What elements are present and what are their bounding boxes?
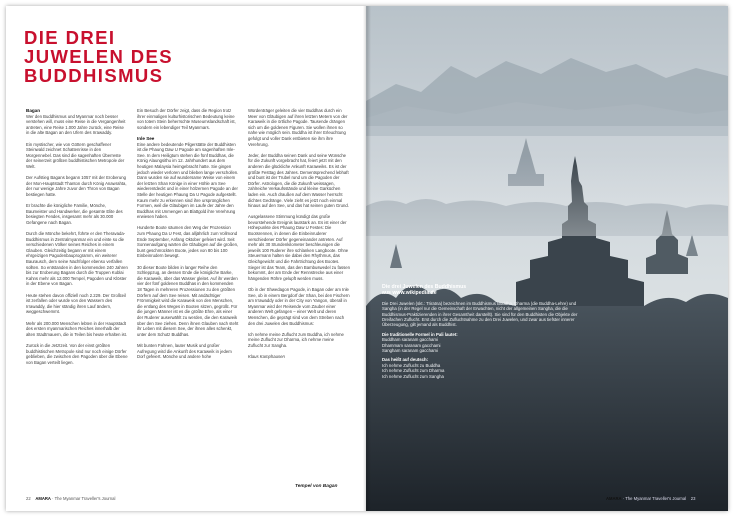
article-title [24, 28, 173, 85]
paragraph: Zurück in die Jetztzeit. Von der einst größten buddhistischen Metropole sind nur noch einige Dörfer geblieben, die zwischen den Pagoden über die Ebene von Bagan verteilt liegen. [26, 342, 128, 365]
pali-heading: Die traditionelle Formel in Pali lautet: [382, 331, 458, 337]
paragraph: Ich nehme meine Zuflucht zum Buddha, ich nehme meine Zuflucht zur Dharma, ich nehme meine Zuflucht zur Sangha. [248, 331, 344, 348]
german-heading: Das heißt auf deutsch: [382, 357, 429, 363]
paragraph: Ein Besuch der Dörfer zeigt, dass die Region trotz ihrer einmaligen kulturhistorischen Bedeutung keine von totem Stein beherrschte Museumslandschaft ist, sondern ein lebendiger Teil Myanmars. [137, 108, 236, 130]
page-number: 22 [26, 496, 31, 501]
page-number: 23 [690, 496, 696, 501]
magazine-spread [6, 6, 728, 511]
pali-line: Sangham saranam gacchami [382, 348, 438, 354]
paragraph: Mehr als 200.000 Menschen lebten in der Hauptstadt des ersten myanmarischen Reiches innerhalb der alten Stadtmauern, die in Teilen bis heute erhalten ist. [26, 320, 128, 337]
paragraph: Heute stehen davon offiziell noch 2.229. Der Großteil ist zerfallen oder wurde von den Wassern des Irrawaddy, die hier ständig ihren Lauf ändern, weggeschwemmt. [26, 292, 126, 315]
photo-caption: Tempel von Bagan [295, 484, 338, 489]
section-heading: Inle See [137, 135, 155, 141]
small-stupa [686, 234, 698, 256]
text-column-2 [137, 108, 239, 365]
paragraph: Wer den Buddhismus und Myanmar noch besser verstehen will, muss eine Reise in die Vergangenheit antreten, eine Reise 1.000 Jahre zurück, eine Reise in die alte Bagan an den Ufern des Irrawaddy. [26, 113, 126, 136]
paragraph: Ein mystischer, wie von Göttern geschaffener Steinwald zeichnet Schattenrisse in den Morgennebel. Das sind die sagenhaften Überreste der seinerzeit größten buddhistischen Metropole der Welt. [26, 141, 125, 169]
paragraph: Ob in der Shwedagon Pagode, in Bagan oder am Inle See, ob in einem Bergdorf der Shan, bei den Fischern am Irrawaddy oder in der City von Yangon, überall in Myanmar wird der Reisende vom Zauber einer anderen Welt gefangen – einer Welt und deren Menschen, die geprägt sind von dem Streben nach den drei Juwelen des Buddhismus: [248, 287, 350, 326]
german-formula [382, 363, 582, 379]
paragraph: 30 dieser Boote bilden in langer Reihe den Schleppzug, an dessen Ende die königliche Barke, die Karaweik, über das Wasser gleitet. Auf ihr werden vier der fünf goldenen Buddhas in den kommenden 18 Tagen in mehreren Prozessionen zu den größten Dörfern auf dem See reisen. Mit andächtiger Frömmigkeit wird die Karaweik von den Menschen, die entlang des Weges in Booten sitzen, gegrüßt. Für die jungen Männer ist es die größte Ehre, als einer der Ruderer auserwählt zu werden, die den Karaweik über den See ziehen. Denn ihnen Glauben nach steht ihr Leben mit diesem See, der ihnen alles schenkt, unter dem Schutz Buddhas. [137, 264, 239, 337]
paragraph: Hunderte Boote säumen den Weg der Prozession zum Phaung Da U Fest, das alljährlich zum Vollmond Ende September, Anfang Oktober gefeiert wird. Seit Sonnenaufgang warten die Gläubigen auf die großen, bunt geschmückten Boote, jedes von 80 bis 100 Einbeinrudern bewegt. [137, 225, 239, 259]
right-page [366, 6, 728, 511]
title-line: JUWELEN DES [24, 46, 174, 67]
info-heading: Die drei Juwelen des Buddhismus [382, 284, 467, 290]
page-gutter [363, 6, 371, 511]
text-column-3 [248, 108, 350, 365]
paragraph: Durch die Mönche bekehrt, führte er den Theravada-Buddhismus in Zentralmyanmar ein und einte so die verschiedenen Völker seines Reiches in einem Glauben. Gleichzeitig begann er mit einem ehrgeizigen Pagodenbauprogramm, ein weiterer Baurausch, dem seine Nachfolger ebenso verfallen sollten. So entstanden in den kommenden 240 Jahren bis zur Eroberung Bagans durch die Truppen Kublai Kahns mehr als 12.000 Tempel, Pagoden und Klöster in der Ebene von Bagan. [26, 231, 128, 287]
title-line: BUDDHISMUS [24, 65, 164, 86]
paragraph: Jeder, der Buddha seinen Dank und seine Wünsche für die Zukunft vorgebracht hat, feiert jetzt mit den anderen die glückliche Ankunft Karaweiks. Es ist der größte Festtag des Jahres. Dementsprechend lebhaft und bunt ist der Trubel rund um die Pagoden der Dörfer. Astrologen, die die Zukunft weissagen, zahlreiche Verkaufsstände und kleine Garküchen laden ein. Auch draußen auf dem Wasser herrscht dichtes Gedränge. Viele zieht es jetzt noch einmal hinaus auf den See, und das hat seinen guten Grund. [248, 152, 349, 209]
article-body [26, 108, 350, 480]
pali-line: Buddham saranam gacchami [382, 337, 438, 343]
pali-formula [382, 337, 582, 353]
section-heading: Bagan [26, 108, 41, 113]
german-line: Ich nehme Zuflucht zum Dharma [382, 368, 445, 374]
title-line: DIE DREI [24, 27, 116, 48]
journal-name: · The Myanmar Traveller's Journal [52, 496, 116, 501]
paragraph: Mit bunten Fahnen, lauter Musik und großer Aufregung wird die Ankunft des Karaweik in jedem Dorf gefeiert. Mönche und andere hohe [137, 342, 232, 360]
paragraph: Eine andere bedeutende Pilgerstätte der Buddhisten ist die Phaung Daw U Pagode am sagenhaften Inle-See. In dem Heiligtum stehen die fünf Buddhas, die König Alaungsithu im 12. Jahrhundert aus dem heutigen Malaysia heimgebracht hatte. Sie gingen jedoch wieder verloren und blieben lange verschollen. Dann wurden sie auf wundersame Weise von einem der letzten Shan Könige in einer Höhle am See wiederentdeckt und in einer hölzernen Pagode an der Stelle der heutigen Phaung Da U Pagode aufgestellt. Kaum mehr zu erkennen sind ihre ursprünglichen Formen, weil die Gläubigen im Laufe der Jahre den Buddhas mit Unmengen an Blattgold ihre Verehrung erwiesen haben. [137, 141, 239, 220]
bagan-temples-photo [366, 6, 728, 511]
pali-line: Dhammam saranam gacchami [382, 342, 441, 348]
german-line: Ich nehme Zuflucht zu Buddha [382, 362, 441, 368]
magazine-brand: AMARA [606, 496, 622, 501]
footer-left [26, 496, 115, 501]
info-source: aus www.wikipedia.de [382, 290, 437, 297]
info-body: Die Drei Juwelen (skt.: Triratna) bezeichnen im Buddhismus Buddha, Dharma (die Buddha-Lehre) und Sangha (in der Regel nur die Gemeinschaft der Erwachten, nicht der allgemeinen Sangha, die die Buddhismus-Praktizierenden in ihrer Gesamtheit darstellt). Sie sind für den Buddhisten die Objekte der Dreifachen Zuflucht. Erst durch die Zufluchtnahme zu den Drei Juwelen, und zwar aus tiefster innerer Überzeugung, gilt jemand als Buddhist. [382, 300, 578, 328]
text-column-1 [26, 108, 128, 371]
german-line: Ich nehme Zuflucht zum Sangha [382, 373, 444, 379]
paragraph: Er brachte die königliche Familie, Mönche, Baumeister und Handwerker, die gesamte Elite des besiegten Fendes, insgesamt mehr als 30.000 Gefangene nach Bagan. [26, 203, 123, 225]
footer-right [606, 496, 695, 501]
left-page [6, 6, 366, 511]
author-name: Klaus Kamphausen [248, 354, 285, 360]
paragraph: Der Aufstieg Bagans begann 1057 mit der Eroberung der Mon-Hauptstadt Thanton durch König Anawrahta, der nur wenige Jahre zuvor den Thron von Bagan bestiegen hatte. [26, 175, 127, 197]
small-stupa [390, 244, 402, 268]
wiki-info-box [382, 284, 582, 383]
magazine-brand: AMARA [35, 496, 51, 501]
journal-name: · The Myanmar Traveller's Journal [622, 496, 687, 501]
paragraph: Ausgelassene Stimmung kündigt das große bevorstehende Ereignis lautstark an. Es ist einer der Höhepunkte des Phaung Daw U Festes: Die Bootsrennen, in denen die Einbeinruderer verschiedener Dörfer gegeneinander antreten. Auf mehr als 30 Stundenkilometer beschleunigen die jeweils 100 Ruderer ihre schlanken Langboote. Ohne Steuermann halten sie dabei den Rhythmus, das Gleichgewicht und die Fahrtrichtung des Bootes. Sieger ist das Team, das den Bambuswedel zu fassen bekommt, der am Ende der Rennstrecke aus einer hängenden Röhre gelupft werden muss. [248, 214, 350, 281]
paragraph: Würdenträger geleiten die vier Buddhas durch ein Meer von Gläubigen auf ihren letzten Metern von der Karaweik in die örtliche Pagode. Tausende drängen sich um die goldenen Figuren. Sie wollen ihnen so nahe wie möglich sein. Buddha ist ihrer Erleuchtung gefolgt und voller Dank entbieten sie ihm ihre Verehrung. [248, 108, 348, 147]
